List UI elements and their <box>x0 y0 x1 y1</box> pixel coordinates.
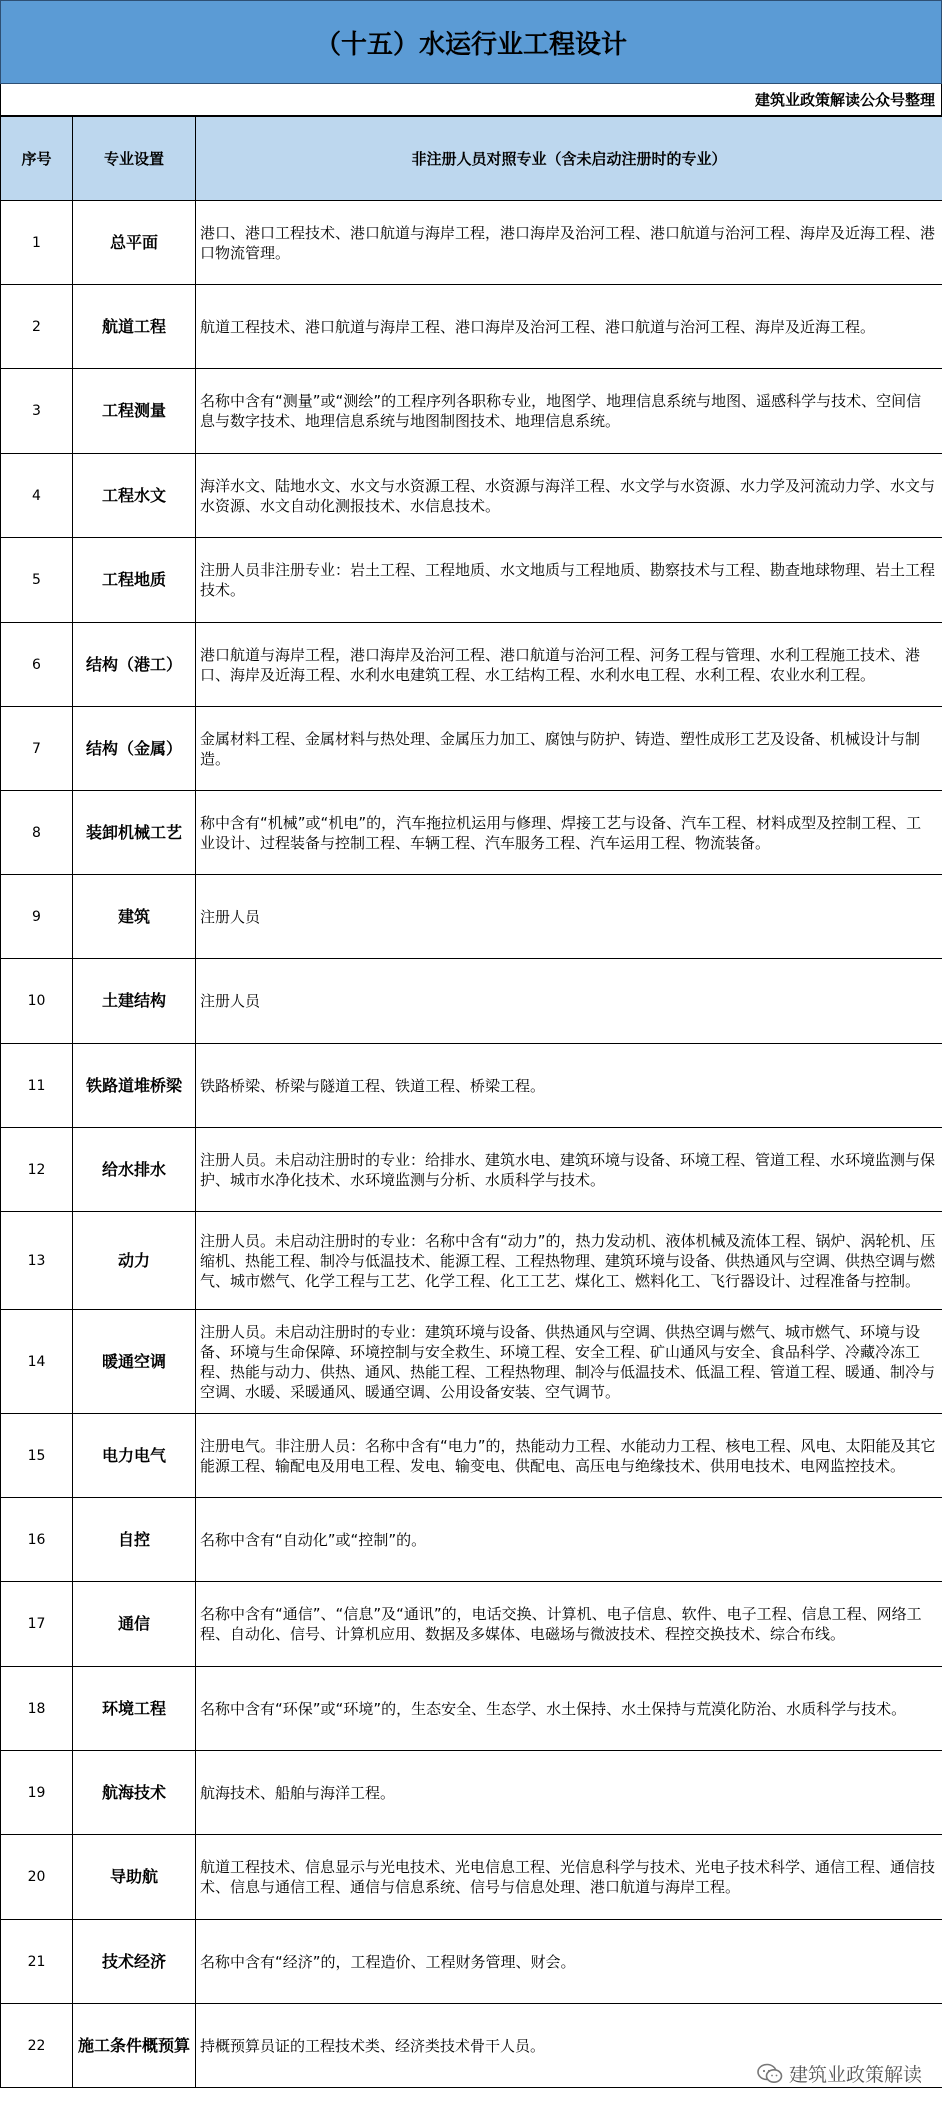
row-spec: 航道工程 <box>73 285 196 369</box>
row-number: 9 <box>1 875 73 959</box>
header-desc: 非注册人员对照专业（含未启动注册时的专业） <box>196 117 942 201</box>
row-number: 18 <box>1 1667 73 1751</box>
row-desc: 名称中含有“自动化”或“控制”的。 <box>196 1498 942 1582</box>
row-spec: 铁路道堆桥梁 <box>73 1044 196 1128</box>
row-number: 20 <box>1 1835 73 1920</box>
row-number: 22 <box>1 2004 73 2088</box>
row-desc: 注册人员。未启动注册时的专业：给排水、建筑水电、建筑环境与设备、环境工程、管道工程、水环境监测与保护、城市水净化技术、水环境监测与分析、水质科学与技术。 <box>196 1128 942 1212</box>
row-desc: 称中含有“机械”或“机电”的，汽车拖拉机运用与修理、焊接工艺与设备、汽车工程、材料成型及控制工程、工业设计、过程装备与控制工程、车辆工程、汽车服务工程、汽车运用工程、物流装备。 <box>196 791 942 875</box>
row-number: 12 <box>1 1128 73 1212</box>
row-spec: 环境工程 <box>73 1667 196 1751</box>
table-row <box>1 1667 942 1751</box>
table-row <box>1 369 942 454</box>
row-spec: 通信 <box>73 1582 196 1667</box>
table-row <box>1 1498 942 1582</box>
row-desc: 名称中含有“通信”、“信息”及“通讯”的，电话交换、计算机、电子信息、软件、电子工程、信息工程、网络工程、自动化、信号、计算机应用、数据及多媒体、电磁场与微波技术、程控交换技术、综合布线。 <box>196 1582 942 1667</box>
watermark-text: 建筑业政策解读 <box>788 2064 922 2086</box>
row-spec: 装卸机械工艺 <box>73 791 196 875</box>
table-row <box>1 1920 942 2004</box>
row-spec: 工程测量 <box>73 369 196 454</box>
row-number: 10 <box>1 959 73 1044</box>
row-desc: 航道工程技术、信息显示与光电技术、光电信息工程、光信息科学与技术、光电子技术科学、通信工程、通信技术、信息与通信工程、通信与信息系统、信号与信息处理、港口航道与海岸工程。 <box>196 1835 942 1920</box>
row-number: 7 <box>1 707 73 791</box>
table-row <box>1 791 942 875</box>
table-row <box>1 1751 942 1835</box>
row-spec: 技术经济 <box>73 1920 196 2004</box>
wechat-bubble-icon <box>757 2063 783 2085</box>
row-spec: 总平面 <box>73 201 196 285</box>
row-desc: 注册人员非注册专业：岩土工程、工程地质、水文地质与工程地质、勘察技术与工程、勘查地球物理、岩土工程技术。 <box>196 538 942 623</box>
row-number: 6 <box>1 623 73 707</box>
table-row <box>1 201 942 285</box>
row-desc: 航海技术、船舶与海洋工程。 <box>196 1751 942 1835</box>
row-number: 4 <box>1 454 73 538</box>
table-row <box>1 707 942 791</box>
table-row <box>1 1310 942 1414</box>
watermark <box>757 2060 922 2087</box>
row-desc: 海洋水文、陆地水文、水文与水资源工程、水资源与海洋工程、水文学与水资源、水力学及河流动力学、水文与水资源、水文自动化测报技术、水信息技术。 <box>196 454 942 538</box>
row-number: 13 <box>1 1212 73 1310</box>
table-header-row <box>1 117 942 201</box>
row-spec: 导助航 <box>73 1835 196 1920</box>
row-spec: 土建结构 <box>73 959 196 1044</box>
row-desc: 名称中含有“测量”或“测绘”的工程序列各职称专业，地图学、地理信息系统与地图、遥感科学与技术、空间信息与数字技术、地理信息系统与地图制图技术、地理信息系统。 <box>196 369 942 454</box>
row-desc: 注册人员。未启动注册时的专业：名称中含有“动力”的，热力发动机、液体机械及流体工程、锅炉、涡轮机、压缩机、热能工程、制冷与低温技术、能源工程、工程热物理、建筑环境与设备、供热通风与空调、供热空调与燃气、城市燃气、化学工程与工艺、化学工程、化工工艺、煤化工、燃料化工、飞行器设计、过程准备与控制。 <box>196 1212 942 1310</box>
row-spec: 动力 <box>73 1212 196 1310</box>
table-row <box>1 1835 942 1920</box>
row-spec: 结构（港工） <box>73 623 196 707</box>
row-desc: 注册电气。非注册人员：名称中含有“电力”的，热能动力工程、水能动力工程、核电工程、风电、太阳能及其它能源工程、输配电及用电工程、发电、输变电、供配电、高压电与绝缘技术、供用电技术、电网监控技术。 <box>196 1414 942 1498</box>
row-number: 15 <box>1 1414 73 1498</box>
row-number: 11 <box>1 1044 73 1128</box>
row-number: 2 <box>1 285 73 369</box>
row-number: 19 <box>1 1751 73 1835</box>
table-row <box>1 1582 942 1667</box>
row-desc: 注册人员 <box>196 875 942 959</box>
row-spec: 暖通空调 <box>73 1310 196 1414</box>
table-row <box>1 538 942 623</box>
row-desc: 持概预算员证的工程技术类、经济类技术骨干人员。 <box>196 2004 942 2088</box>
table-row <box>1 1212 942 1310</box>
row-spec: 工程地质 <box>73 538 196 623</box>
row-desc: 注册人员 <box>196 959 942 1044</box>
table-row <box>1 623 942 707</box>
row-desc: 航道工程技术、港口航道与海岸工程、港口海岸及治河工程、港口航道与治河工程、海岸及近海工程。 <box>196 285 942 369</box>
row-spec: 给水排水 <box>73 1128 196 1212</box>
row-spec: 结构（金属） <box>73 707 196 791</box>
row-desc: 注册人员。未启动注册时的专业：建筑环境与设备、供热通风与空调、供热空调与燃气、城市燃气、环境与设备、环境与生命保障、环境控制与安全救生、环境工程、安全工程、矿山通风与安全、食品科学、冷藏冷冻工程、热能与动力、供热、通风、热能工程、工程热物理、制冷与低温技术、低温工程、管道工程、暖通、制冷与空调、水暖、采暖通风、暖通空调、公用设备安装、空气调节。 <box>196 1310 942 1414</box>
row-number: 5 <box>1 538 73 623</box>
row-desc: 铁路桥梁、桥梁与隧道工程、铁道工程、桥梁工程。 <box>196 1044 942 1128</box>
table-row <box>1 454 942 538</box>
row-desc: 名称中含有“经济”的，工程造价、工程财务管理、财会。 <box>196 1920 942 2004</box>
row-number: 1 <box>1 201 73 285</box>
table-row <box>1 285 942 369</box>
row-number: 21 <box>1 1920 73 2004</box>
row-number: 16 <box>1 1498 73 1582</box>
header-seq: 序号 <box>1 117 73 201</box>
row-spec: 电力电气 <box>73 1414 196 1498</box>
table-row <box>1 1044 942 1128</box>
row-desc: 港口航道与海岸工程，港口海岸及治河工程、港口航道与治河工程、河务工程与管理、水利工程施工技术、港口、海岸及近海工程、水利水电建筑工程、水工结构工程、水利水电工程、水利工程、农业水利工程。 <box>196 623 942 707</box>
table-row <box>1 1414 942 1498</box>
row-number: 3 <box>1 369 73 454</box>
table-row <box>1 959 942 1044</box>
table-row <box>1 1128 942 1212</box>
row-spec: 工程水文 <box>73 454 196 538</box>
header-spec: 专业设置 <box>73 117 196 201</box>
row-spec: 自控 <box>73 1498 196 1582</box>
row-spec: 建筑 <box>73 875 196 959</box>
row-number: 14 <box>1 1310 73 1414</box>
row-spec: 航海技术 <box>73 1751 196 1835</box>
row-spec: 施工条件概预算 <box>73 2004 196 2088</box>
row-number: 17 <box>1 1582 73 1667</box>
source-note: 建筑业政策解读公众号整理 <box>0 84 942 116</box>
row-desc: 港口、港口工程技术、港口航道与海岸工程，港口海岸及治河工程、港口航道与治河工程、海岸及近海工程、港口物流管理。 <box>196 201 942 285</box>
major-mapping-table <box>0 116 942 2088</box>
table-row <box>1 875 942 959</box>
row-number: 8 <box>1 791 73 875</box>
page-title: （十五）水运行业工程设计 <box>0 0 942 84</box>
row-desc: 金属材料工程、金属材料与热处理、金属压力加工、腐蚀与防护、铸造、塑性成形工艺及设备、机械设计与制造。 <box>196 707 942 791</box>
row-desc: 名称中含有“环保”或“环境”的，生态安全、生态学、水土保持、水土保持与荒漠化防治、水质科学与技术。 <box>196 1667 942 1751</box>
